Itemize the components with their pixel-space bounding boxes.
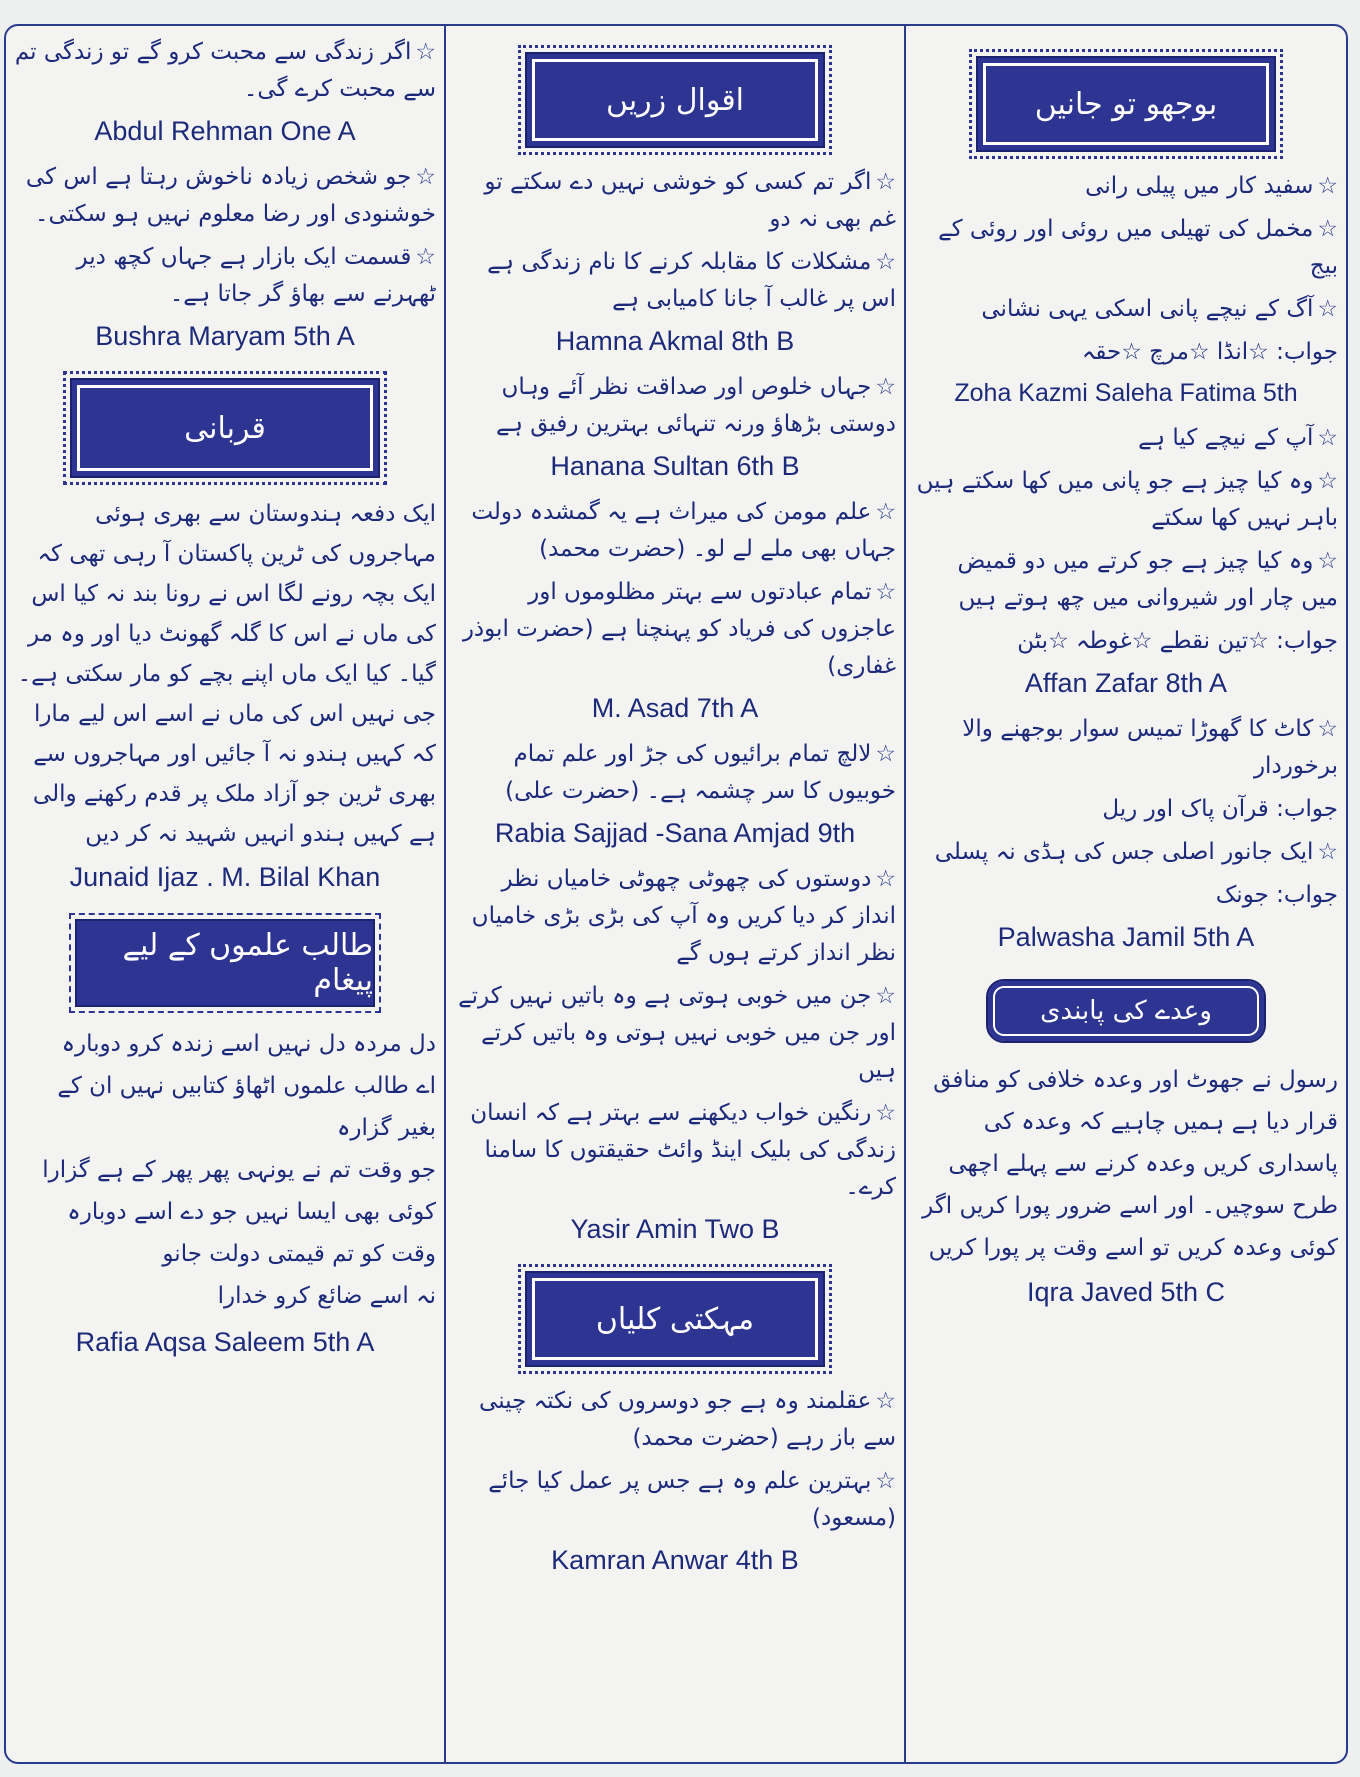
credit: Affan Zafar 8th A: [1024, 668, 1228, 698]
saying: [454, 574, 896, 685]
riddle-text: وہ کیا چیز ہے جو کرتے میں دو قمیض میں چار اور شیروانی میں چھ ہوتے ہیں: [957, 548, 1338, 611]
credit: Yasir Amin Two B: [570, 1214, 780, 1244]
section-banner-golden-sayings: اقوال زریں: [525, 52, 825, 148]
quote-text: جو شخص زیادہ ناخوش رہتا ہے اس کی خوشنودی اور رضا معلوم نہیں ہو سکتی۔: [25, 164, 436, 227]
saying: [454, 369, 896, 443]
riddle-answer: جواب: قرآن پاک اور ریل: [1102, 796, 1338, 822]
credit: Iqra Javed 5th C: [1026, 1277, 1226, 1307]
credit: Kamran Anwar 4th B: [551, 1545, 799, 1575]
section-banner-qurbani: قربانی: [70, 378, 380, 478]
saying: [454, 164, 896, 238]
saying: [454, 244, 896, 318]
saying: [454, 736, 896, 810]
riddle-text: ایک جانور اصلی جس کی ہڈی نہ پسلی: [934, 839, 1314, 865]
riddle-answer: جواب: جونک: [1215, 882, 1338, 908]
riddle-text: آپ کے نیچے کیا ہے: [1138, 425, 1314, 451]
credit: M. Asad 7th A: [591, 693, 759, 723]
saying: [454, 1095, 896, 1206]
riddle-text: کاٹ کا گھوڑا تمیس سوار بوجھنے والا برخوردار: [962, 716, 1338, 779]
riddle-answer: جواب: ☆انڈا ☆مرچ ☆حقہ: [1081, 339, 1338, 365]
left-column: [6, 26, 446, 1762]
saying-text: اگر تم کسی کو خوشی نہیں دے سکتے تو غم بھی نہ دو: [484, 169, 896, 232]
star-icon: ☆: [875, 741, 896, 767]
riddle-text: وہ کیا چیز ہے جو پانی میں کھا سکتے ہیں باہر نہیں کھا سکتے: [916, 468, 1338, 531]
credit: Palwasha Jamil 5th A: [997, 922, 1255, 952]
star-icon: ☆: [875, 983, 896, 1009]
star-icon: ☆: [1317, 296, 1338, 322]
section-banner-promise: وعدے کی پابندی: [986, 979, 1266, 1043]
star-icon: ☆: [875, 579, 896, 605]
star-icon: ☆: [875, 1388, 896, 1414]
saying-text: بہترین علم وہ ہے جس پر عمل کیا جائے (مسعود): [488, 1468, 896, 1531]
riddle: [914, 711, 1338, 785]
quote-text: قسمت ایک بازار ہے جہاں کچھ دیر ٹھہرنے سے بھاؤ گر جاتا ہے۔: [76, 244, 436, 307]
quote-fate: [14, 239, 436, 313]
saying-text: رنگین خواب دیکھنے سے بہتر ہے کہ انسان زندگی کی بلیک اینڈ وائٹ حقیقتوں کا سامنا کرے۔: [470, 1100, 896, 1200]
middle-column: [446, 26, 906, 1762]
riddle-text: مخمل کی تھیلی میں روئی اور روئی کے بیج: [938, 216, 1338, 279]
riddle-text: آگ کے نیچے پانی اسکی یہی نشانی: [981, 296, 1314, 322]
saying: [454, 861, 896, 972]
saying-text: جن میں خوبی ہوتی ہے وہ باتیں نہیں کرتے اور جن میں خوبی نہیں ہوتی وہ باتیں کرتے ہیں: [458, 983, 896, 1083]
poem-line: کوئی بھی ایسا نہیں جو دے اسے دوبارہ: [67, 1199, 436, 1225]
star-icon: ☆: [415, 39, 436, 65]
saying-text: جہاں خلوص اور صداقت نظر آئے وہاں دوستی بڑھاؤ ورنہ تنہائی بہترین رفیق ہے: [495, 374, 896, 437]
star-icon: ☆: [415, 244, 436, 270]
riddle: [914, 420, 1338, 457]
riddle-answer: جواب: ☆تین نقطے ☆غوطہ ☆بٹن: [1017, 628, 1338, 654]
star-icon: ☆: [875, 249, 896, 275]
quote-love-life: [14, 34, 436, 108]
saying-text: تمام عبادتوں سے بہتر مظلوموں اور عاجزوں کی فریاد کو پہنچنا ہے (حضرت ابوذر غفاری): [462, 579, 896, 679]
saying-text: مشکلات کا مقابلہ کرنے کا نام زندگی ہے اس پر غالب آ جانا کامیابی ہے: [487, 249, 896, 312]
star-icon: ☆: [875, 169, 896, 195]
section-banner-students-message: طالب علموں کے لیے پیغام: [75, 919, 375, 1007]
credit: Rafia Aqsa Saleem 5th A: [75, 1327, 375, 1357]
saying-text: لالچ تمام برائیوں کی جڑ اور علم تمام خوبیوں کا سر چشمہ ہے۔ (حضرت علی): [505, 741, 896, 804]
saying: [454, 494, 896, 568]
quote-unhappy: [14, 159, 436, 233]
credit: Abdul Rehman One A: [94, 116, 356, 146]
newspaper-page: [4, 24, 1348, 1764]
star-icon: ☆: [875, 374, 896, 400]
promise-text: رسول نے جھوٹ اور وعدہ خلافی کو منافق قرار دیا ہے ہمیں چاہیے کہ وعدہ کی پاسداری کریں وعدہ کرنے سے پہلے اچھی طرح سوچیں۔ اور اسے ضرور پورا کریں اگر کوئی وعدہ کریں تو اسے وقت پر پورا کریں: [922, 1067, 1338, 1261]
poem-line: وقت کو تم قیمتی دولت جانو: [162, 1241, 436, 1267]
credit: Bushra Maryam 5th A: [95, 321, 355, 351]
riddle: [914, 543, 1338, 617]
saying: [454, 1463, 896, 1537]
riddle: [914, 291, 1338, 328]
quote-text: اگر زندگی سے محبت کرو گے تو زندگی تم سے محبت کرے گی۔: [14, 39, 436, 102]
section-banner-fragrant-buds: مہکتی کلیاں: [525, 1271, 825, 1367]
star-icon: ☆: [1317, 216, 1338, 242]
star-icon: ☆: [1317, 468, 1338, 494]
riddle: [914, 211, 1338, 285]
star-icon: ☆: [1317, 548, 1338, 574]
riddle: [914, 463, 1338, 537]
riddle-text: سفید کار میں پیلی رانی: [1085, 173, 1314, 199]
star-icon: ☆: [875, 866, 896, 892]
star-icon: ☆: [875, 1468, 896, 1494]
star-icon: ☆: [875, 1100, 896, 1126]
star-icon: ☆: [1317, 716, 1338, 742]
star-icon: ☆: [875, 499, 896, 525]
star-icon: ☆: [1317, 173, 1338, 199]
saying-text: علم مومن کی میراث ہے یہ گمشدہ دولت جہاں بھی ملے لے لو۔ (حضرت محمد): [471, 499, 896, 562]
star-icon: ☆: [1317, 839, 1338, 865]
poem-line: دل مردہ دل نہیں اسے زندہ کرو دوبارہ: [61, 1031, 436, 1057]
saying-text: عقلمند وہ ہے جو دوسروں کی نکتہ چینی سے باز رہے (حضرت محمد): [479, 1388, 896, 1451]
credit: Zoha Kazmi Saleha Fatima 5th: [954, 379, 1298, 407]
story-qurbani: ایک دفعہ ہندوستان سے بھری ہوئی مہاجروں کی ٹرین پاکستان آ رہی تھی کہ ایک بچہ رونے لگا اس نے رونا بند نہ کیا اس کی ماں نے اس کا گلہ گھونٹ دیا اور وہ مر گیا۔ کیا ایک ماں اپنے بچے کو مار سکتی ہے۔ جی نہیں اس کی ماں نے اسے اس لیے مارا کہ کہیں ہندو نہ آ جائیں اور مہاجروں سے بھری ٹرین جو آزاد ملک پر قدم رکھنے والی ہے کہیں ہندو انہیں شہید نہ کر دیں: [17, 501, 436, 847]
saying-text: دوستوں کی چھوٹی چھوٹی خامیاں نظر انداز کر دیا کریں وہ آپ کی بڑی بڑی خامیاں نظر انداز کرتے ہوں گے: [471, 866, 896, 966]
star-icon: ☆: [1317, 425, 1338, 451]
poem-line: نہ اسے ضائع کرو خدارا: [217, 1283, 436, 1309]
poem-line: اے طالب علموں اٹھاؤ کتابیں نہیں ان کے بغیر گزارہ: [57, 1073, 436, 1141]
riddle: [914, 834, 1338, 871]
star-icon: ☆: [415, 164, 436, 190]
credit: Junaid Ijaz . M. Bilal Khan: [69, 862, 381, 892]
section-banner-riddles: بوجھو تو جانیں: [976, 56, 1276, 152]
poem-line: جو وقت تم نے یونہی پھر پھر کے ہے گزارا: [42, 1157, 436, 1183]
credit: Hanana Sultan 6th B: [550, 451, 800, 481]
credit: Rabia Sajjad -Sana Amjad 9th: [494, 818, 856, 848]
saying: [454, 1383, 896, 1457]
saying: [454, 978, 896, 1089]
credit: Hamna Akmal 8th B: [555, 326, 795, 356]
riddle: [914, 168, 1338, 205]
right-column: [906, 26, 1346, 1762]
